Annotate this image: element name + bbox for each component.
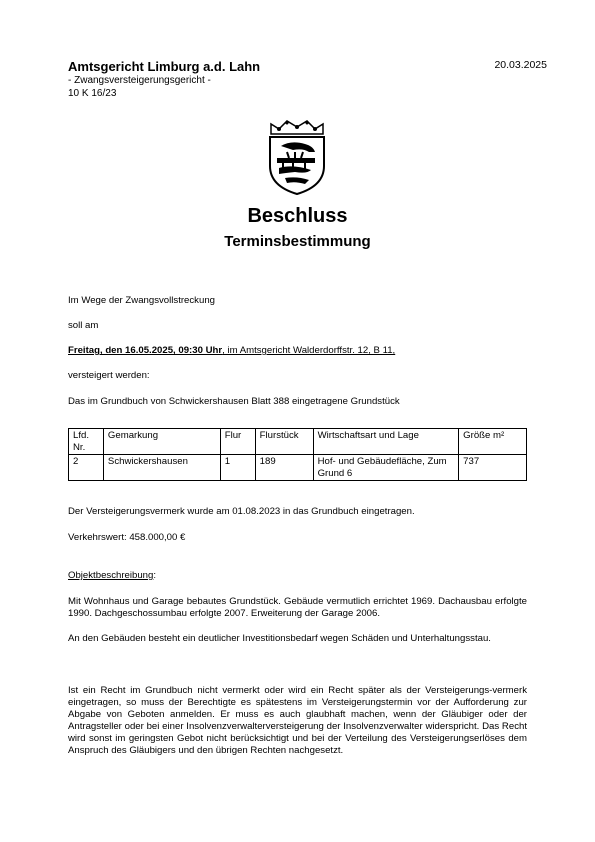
property-table — [68, 428, 527, 481]
appointment-date: Freitag, den 16.05.2025, 09:30 Uhr — [68, 345, 223, 356]
table-cell: 1 — [220, 455, 255, 481]
court-name: Amtsgericht Limburg a.d. Lahn — [68, 59, 261, 74]
intro-text: Im Wege der Zwangsvollstreckung — [68, 295, 215, 306]
soll-am-text: soll am — [68, 320, 99, 331]
objekt-description: Mit Wohnhaus und Garage bebautes Grundstück. Gebäude vermutlich errichtet 1969. Dachausbau erfolgte 1990. Dachgeschossumbau erfolgte 2007. Erweiterung der Garage 2006. — [68, 596, 527, 619]
table-header: Wirtschaftsart und Lage — [313, 429, 459, 455]
objekt-heading-line — [68, 570, 527, 582]
versteigert-text: versteigert werden: — [68, 370, 150, 381]
table-header-row — [69, 429, 527, 455]
appointment-line — [68, 345, 527, 357]
objekt-heading: Objektbeschreibung — [68, 570, 154, 581]
table-header: Flurstück — [255, 429, 313, 455]
vermerk-text: Der Versteigerungsvermerk wurde am 01.08.2023 in das Grundbuch eingetragen. — [68, 506, 415, 517]
objekt-investment-note: An den Gebäuden besteht ein deutlicher Investitionsbedarf wegen Schäden und Unterhaltungsstau. — [68, 633, 491, 644]
appointment-place: , im Amtsgericht Walderdorffstr. 12, B 11, — [222, 345, 396, 356]
table-header: Flur — [220, 429, 255, 455]
table-header: Größe m² — [459, 429, 527, 455]
table-cell: 737 — [459, 455, 527, 481]
court-division: - Zwangsversteigerungsgericht - — [68, 75, 211, 86]
document-subtitle: Terminsbestimmung — [224, 233, 371, 250]
table-cell: 2 — [69, 455, 104, 481]
objekt-heading-colon: : — [153, 570, 157, 581]
table-cell: 189 — [255, 455, 313, 481]
document-title: Beschluss — [247, 205, 348, 227]
verkehrswert-text: Verkehrswert: 458.000,00 € — [68, 532, 186, 543]
document-date: 20.03.2025 — [494, 59, 547, 71]
case-number: 10 K 16/23 — [68, 88, 117, 99]
table-header: Gemarkung — [103, 429, 220, 455]
table-header: Lfd. Nr. — [69, 429, 104, 455]
table-cell: Hof- und Gebäudefläche, Zum Grund 6 — [313, 455, 459, 481]
hessen-lion-crest-icon — [265, 118, 329, 196]
table-cell: Schwickershausen — [103, 455, 220, 481]
table-row — [69, 455, 527, 481]
property-intro: Das im Grundbuch von Schwickershausen Blatt 388 eingetragene Grundstück — [68, 396, 400, 407]
rights-notice: Ist ein Recht im Grundbuch nicht vermerkt oder wird ein Recht später als der Versteigerungs-vermerk eingetragen, so muss der Berechtigte es spätestens im Versteigerungstermin vor der Aufforderung zur Abgabe von Geboten anmelden. Er muss es auch glaubhaft machen, wenn der Gläubiger oder der Antragsteller oder bei einer Insolvenzverwalterversteigerung der Insolvenzverwalter widerspricht. Das Recht wird sonst im geringsten Gebot nicht berücksichtigt und bei der Verteilung des Versteigerungserlöses dem Anspruch des Gläubigers und den übrigen Rechten nachgesetzt. — [68, 685, 527, 756]
